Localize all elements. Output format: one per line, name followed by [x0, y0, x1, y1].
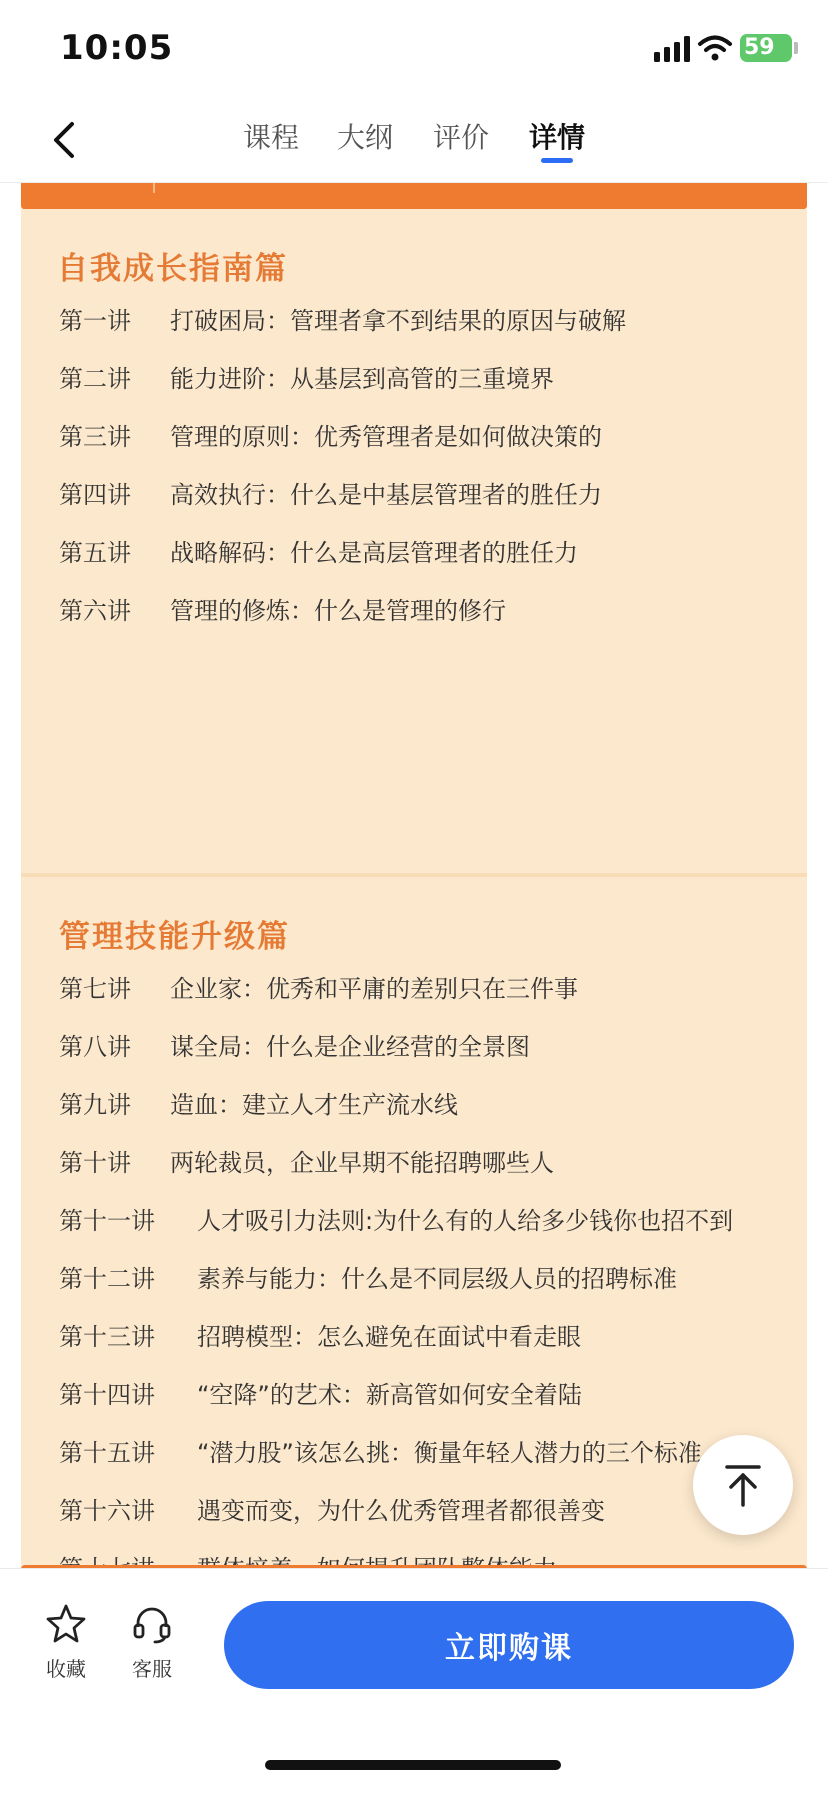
lesson-title: “空降”的艺术：新高管如何安全着陆 [197, 1381, 582, 1409]
lesson-title: 谋全局：什么是企业经营的全景图 [170, 1033, 530, 1061]
headset-icon [131, 1603, 173, 1645]
arrow-up-to-top-icon [693, 1435, 793, 1535]
back-icon[interactable] [44, 118, 88, 162]
service-label: 客服 [132, 1657, 172, 1681]
lesson-title: 能力进阶：从基层到高管的三重境界 [170, 365, 554, 393]
battery-tip [794, 42, 798, 54]
lesson-item [59, 533, 799, 573]
tab-details[interactable]: 详情 [529, 121, 586, 154]
lesson-number: 第二讲 [59, 365, 131, 393]
favorite-label: 收藏 [46, 1657, 86, 1681]
lesson-item [59, 591, 799, 631]
lesson-item [59, 969, 799, 1009]
tab-course[interactable]: 课程 [243, 121, 300, 154]
lesson-number: 第八讲 [59, 1033, 131, 1061]
section-title: 自我成长指南篇 [57, 251, 288, 287]
lesson-item [59, 1491, 799, 1531]
lesson-number: 第十二讲 [59, 1265, 155, 1293]
lesson-title: 遇变而变，为什么优秀管理者都很善变 [197, 1497, 605, 1525]
lesson-number: 第七讲 [59, 975, 131, 1003]
lesson-title: 战略解码：什么是高层管理者的胜任力 [170, 539, 578, 567]
lesson-title: 管理的原则：优秀管理者是如何做决策的 [170, 423, 602, 451]
lesson-number: 第三讲 [59, 423, 131, 451]
lesson-item [59, 1201, 799, 1241]
lesson-number: 第十三讲 [59, 1323, 155, 1351]
lesson-number: 第十一讲 [59, 1207, 155, 1235]
signal-icon [654, 36, 692, 62]
lesson-title: 招聘模型：怎么避免在面试中看走眼 [197, 1323, 581, 1351]
lesson-title: 两轮裁员，企业早期不能招聘哪些人 [170, 1149, 554, 1177]
lesson-item [59, 1317, 799, 1357]
home-indicator [265, 1760, 561, 1770]
course-header-band [21, 183, 807, 209]
lesson-item [59, 1433, 799, 1473]
lesson-item [59, 417, 799, 457]
lesson-item [59, 1259, 799, 1299]
lesson-item [59, 1085, 799, 1125]
lesson-number: 第四讲 [59, 481, 131, 509]
section-title: 管理技能升级篇 [59, 919, 290, 955]
lesson-item [59, 359, 799, 399]
lesson-number: 第九讲 [59, 1091, 131, 1119]
lesson-title: 高效执行：什么是中基层管理者的胜任力 [170, 481, 602, 509]
buy-course-button[interactable]: 立即购课 [224, 1601, 794, 1689]
lesson-title: “潜力股”该怎么挑：衡量年轻人潜力的三个标准 [197, 1439, 702, 1467]
lesson-title: 管理的修炼：什么是管理的修行 [170, 597, 506, 625]
detail-content [0, 183, 828, 1567]
battery-level: 59 [744, 35, 775, 60]
favorite-button[interactable] [34, 1603, 98, 1683]
customer-service-button[interactable] [120, 1603, 184, 1683]
active-tab-indicator [541, 158, 573, 163]
lesson-item [59, 1375, 799, 1415]
section-self-growth [21, 209, 807, 873]
wifi-icon [698, 34, 732, 62]
lesson-number: 第十五讲 [59, 1439, 155, 1467]
tab-reviews[interactable]: 评价 [433, 121, 490, 154]
back-to-top-button[interactable] [693, 1435, 793, 1535]
lesson-title: 企业家：优秀和平庸的差别只在三件事 [170, 975, 578, 1003]
tab-outline[interactable]: 大纲 [337, 121, 394, 154]
lesson-item [59, 301, 799, 341]
lesson-number: 第十四讲 [59, 1381, 155, 1409]
lesson-number: 第六讲 [59, 597, 131, 625]
lesson-title: 造血：建立人才生产流水线 [170, 1091, 458, 1119]
lesson-item [59, 1027, 799, 1067]
lesson-number: 第十讲 [59, 1149, 131, 1177]
lesson-number: 第五讲 [59, 539, 131, 567]
status-bar [0, 0, 828, 100]
lesson-title: 素养与能力：什么是不同层级人员的招聘标准 [197, 1265, 677, 1293]
lesson-title: 打破困局：管理者拿不到结果的原因与破解 [170, 307, 626, 335]
lesson-number: 第一讲 [59, 307, 131, 335]
lesson-number: 第十六讲 [59, 1497, 155, 1525]
header-divider [153, 183, 155, 193]
battery-icon [740, 34, 792, 62]
lesson-title: 人才吸引力法则:为什么有的人给多少钱你也招不到 [197, 1207, 734, 1235]
lesson-item [59, 475, 799, 515]
status-time: 10:05 [60, 28, 174, 68]
lesson-item [59, 1143, 799, 1183]
top-nav [0, 100, 828, 183]
star-icon [45, 1603, 87, 1645]
